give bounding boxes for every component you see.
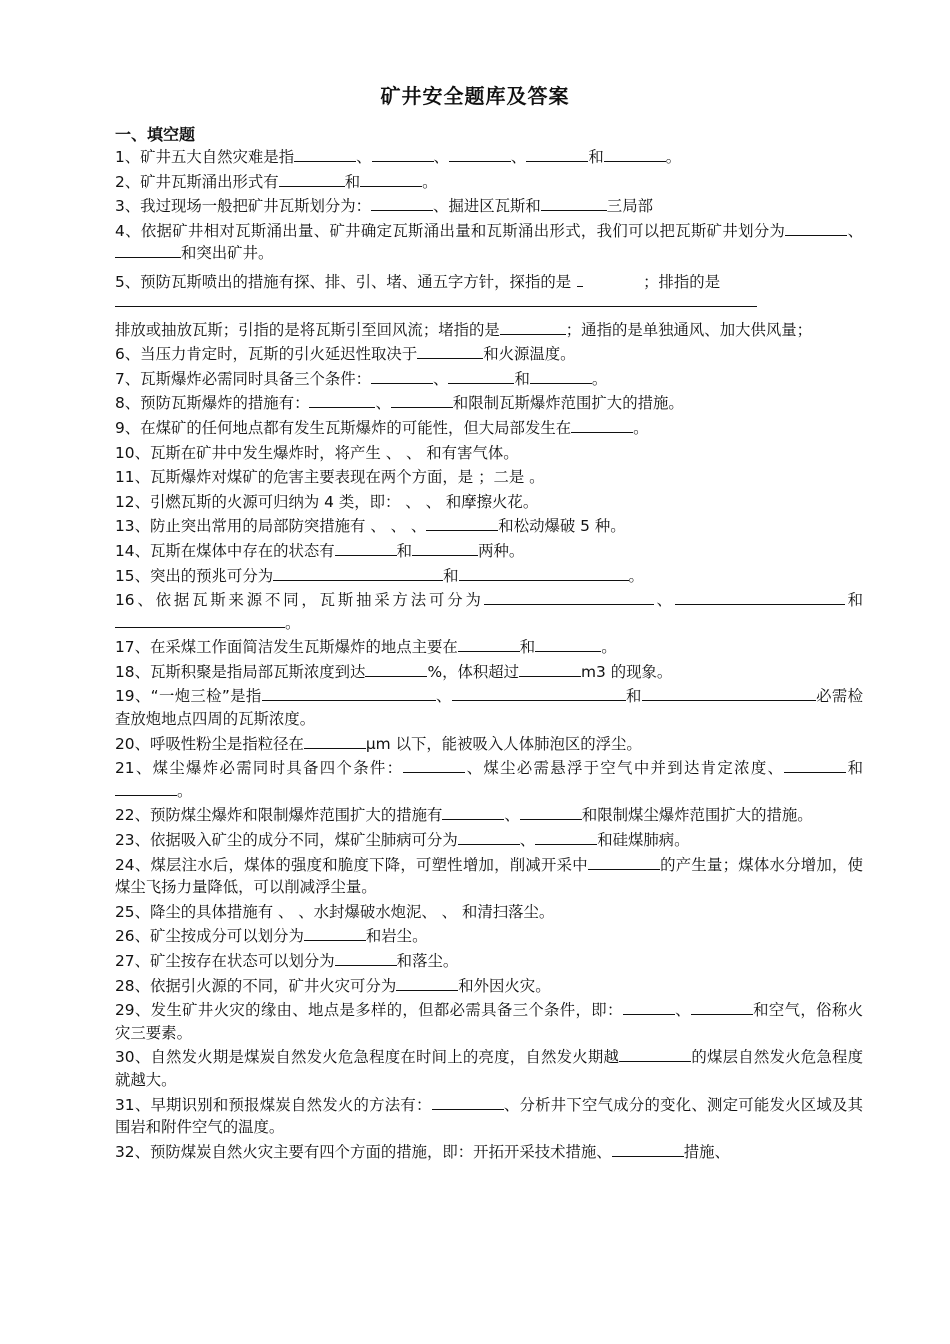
question-21: 21、煤尘爆炸必需同时具备四个条件： 、煤尘必需悬浮于空气中并到达肯定浓度、 和。 (115, 759, 863, 800)
answer-blank[interactable] (519, 662, 581, 677)
answer-blank[interactable] (458, 637, 520, 652)
answer-blank[interactable] (526, 147, 588, 162)
answer-blank[interactable] (449, 147, 511, 162)
question-19: 19、“一炮三检”是指 、 和 必需检查放炮地点四周的瓦斯浓度。 (115, 687, 863, 729)
answer-blank[interactable] (458, 830, 520, 845)
question-13: 13、防止突出常用的局部防突措施有 、 、 、 和松动爆破 5 种。 (115, 517, 626, 536)
question-31: 31、早期识别和预报煤炭自然发火的方法有： 、分析井下空气成分的变化、测定可能发火区域及其围岩和附件空气的温度。 (115, 1095, 863, 1137)
answer-blank[interactable] (371, 369, 433, 384)
question-15: 15、突出的预兆可分为 和 。 (115, 566, 644, 585)
answer-blank[interactable] (396, 976, 458, 991)
answer-blank[interactable] (577, 272, 583, 287)
answer-blank[interactable] (785, 221, 847, 236)
question-26: 26、矿尘按成分可以划分为 和岩尘。 (115, 927, 428, 946)
question-20: 20、呼吸性粉尘是指粒径在 μm 以下，能被吸入人体肺泡区的浮尘。 (115, 734, 642, 753)
answer-blank[interactable] (115, 613, 285, 628)
question-29: 29、发生矿井火灾的缘由、地点是多样的，但都必需具备三个条件，即： 、 和空气，俗称火灾三要素。 (115, 1001, 863, 1042)
question-27: 27、矿尘按存在状态可以划分为 和落尘。 (115, 952, 459, 970)
answer-blank[interactable] (442, 805, 504, 820)
answer-blank[interactable] (604, 147, 666, 162)
question-4: 4、依据矿井相对瓦斯涌出量、矿井确定瓦斯涌出量和瓦斯涌出形式，我们可以把瓦斯矿井划分为 、和突出矿井。 (115, 221, 863, 263)
answer-blank[interactable] (403, 758, 465, 773)
answer-blank[interactable] (365, 662, 427, 677)
answer-blank[interactable] (520, 805, 582, 820)
question-12: 12、引燃瓦斯的火源可归纳为 4 类，即： 、 、 和摩擦火花。 (115, 492, 539, 511)
question-24: 24、煤层注水后，煤体的强度和脆度下降，可塑性增加，削减开采中 的产生量；煤体水分增加，使煤尘飞扬力量降低，可以削减浮尘量。 (115, 855, 863, 897)
question-10: 10、瓦斯在矿井中发生爆炸时，将产生 、 、 和有害气体。 (115, 443, 519, 462)
answer-blank[interactable] (535, 637, 601, 652)
question-9: 9、在煤矿的任何地点都有发生瓦斯爆炸的可能性，但大局部发生在 。 (115, 418, 649, 437)
answer-blank[interactable] (412, 541, 478, 556)
question-8: 8、预防瓦斯爆炸的措施有： 、 和限制瓦斯爆炸范围扩大的措施。 (115, 394, 684, 413)
answer-blank[interactable] (784, 758, 846, 773)
answer-blank[interactable] (484, 590, 654, 605)
question-17: 17、在采煤工作面简洁发生瓦斯爆炸的地点主要在 和 。 (115, 638, 617, 657)
answer-blank[interactable] (304, 734, 366, 749)
answer-blank[interactable] (691, 1000, 753, 1015)
question-28: 28、依据引火源的不同，矿井火灾可分为 和外因火灾。 (115, 976, 551, 995)
section-heading: 一、填空题 (115, 125, 196, 144)
answer-blank[interactable] (535, 830, 597, 845)
question-16: 16、依据瓦斯来源不同，瓦斯抽采方法可分为 、 和。 (115, 591, 863, 632)
question-14: 14、瓦斯在煤体中存在的状态有 和 两种。 (115, 541, 525, 560)
question-1: 1、矿井五大自然灾难是指 、 、 、 和 。 (115, 148, 682, 166)
question-30: 30、自然发火期是煤炭自然发火危急程度在时间上的亮度，自然发火期越 的煤层自然发火危急程度就越大。 (115, 1048, 863, 1089)
answer-blank[interactable] (335, 951, 397, 966)
answer-blank[interactable] (619, 1047, 691, 1062)
answer-blank[interactable] (115, 781, 177, 796)
answer-blank[interactable] (623, 1000, 675, 1015)
question-18: 18、瓦斯积聚是指局部瓦斯浓度到达 %，体积超过 m3 的现象。 (115, 662, 673, 681)
answer-blank[interactable] (432, 1095, 504, 1110)
question-25: 25、降尘的具体措施有 、 、水封爆破水炮泥、 、 和清扫落尘。 (115, 902, 555, 921)
answer-blank[interactable] (360, 172, 422, 187)
answer-blank[interactable] (612, 1142, 684, 1157)
question-32: 32、预防煤炭自然火灾主要有四个方面的措施，即：开拓开采技术措施、 措施、 (115, 1142, 730, 1161)
answer-blank[interactable] (448, 369, 514, 384)
question-6: 6、当压力肯定时，瓦斯的引火延迟性取决于 和火源温度。 (115, 345, 576, 364)
answer-blank[interactable] (304, 926, 366, 941)
answer-blank[interactable] (273, 566, 443, 581)
answer-blank[interactable] (588, 855, 660, 870)
answer-blank[interactable] (642, 686, 816, 701)
answer-blank[interactable] (426, 516, 498, 531)
question-2: 2、矿井瓦斯涌出形式有 和 。 (115, 172, 438, 191)
question-23: 23、依据吸入矿尘的成分不同，煤矿尘肺病可分为 、 和硅煤肺病。 (115, 831, 690, 850)
answer-blank[interactable] (262, 686, 436, 701)
question-11: 11、瓦斯爆炸对煤矿的危害主要表现在两个方面，是 ；二是 。 (115, 468, 545, 487)
question-22: 22、预防煤尘爆炸和限制爆炸范围扩大的措施有 、 和限制煤尘爆炸范围扩大的措施。 (115, 806, 813, 825)
answer-blank[interactable] (279, 172, 345, 187)
answer-blank[interactable] (309, 393, 375, 408)
answer-blank[interactable] (500, 320, 566, 335)
question-3: 3、我过现场一般把矿井瓦斯划分为： 、掘进区瓦斯和 三局部 (115, 197, 653, 216)
answer-blank[interactable] (459, 566, 629, 581)
document-title: 矿井安全题库及答案 (380, 84, 570, 108)
answer-blank[interactable] (530, 369, 592, 384)
answer-blank[interactable] (391, 393, 453, 408)
answer-blank-long[interactable] (115, 296, 757, 307)
answer-blank[interactable] (417, 344, 483, 359)
answer-blank[interactable] (452, 686, 626, 701)
answer-blank[interactable] (371, 196, 433, 211)
question-7: 7、瓦斯爆炸必需同时具备三个条件： 、 和 。 (115, 369, 608, 388)
question-5: 5、预防瓦斯喷出的措施有探、排、引、堵、通五字方针，探指的是 ；排指的是 排放或抽放瓦斯；引指的是将瓦斯引至回风流；堵指的是 ；通指的是单独通风、加大供风量； (115, 272, 813, 339)
question-list (115, 146, 863, 1165)
answer-blank[interactable] (294, 147, 356, 162)
answer-blank[interactable] (675, 590, 845, 605)
answer-blank[interactable] (541, 196, 607, 211)
answer-blank[interactable] (372, 147, 434, 162)
answer-blank[interactable] (115, 243, 181, 258)
answer-blank[interactable] (571, 418, 633, 433)
answer-blank[interactable] (335, 541, 397, 556)
